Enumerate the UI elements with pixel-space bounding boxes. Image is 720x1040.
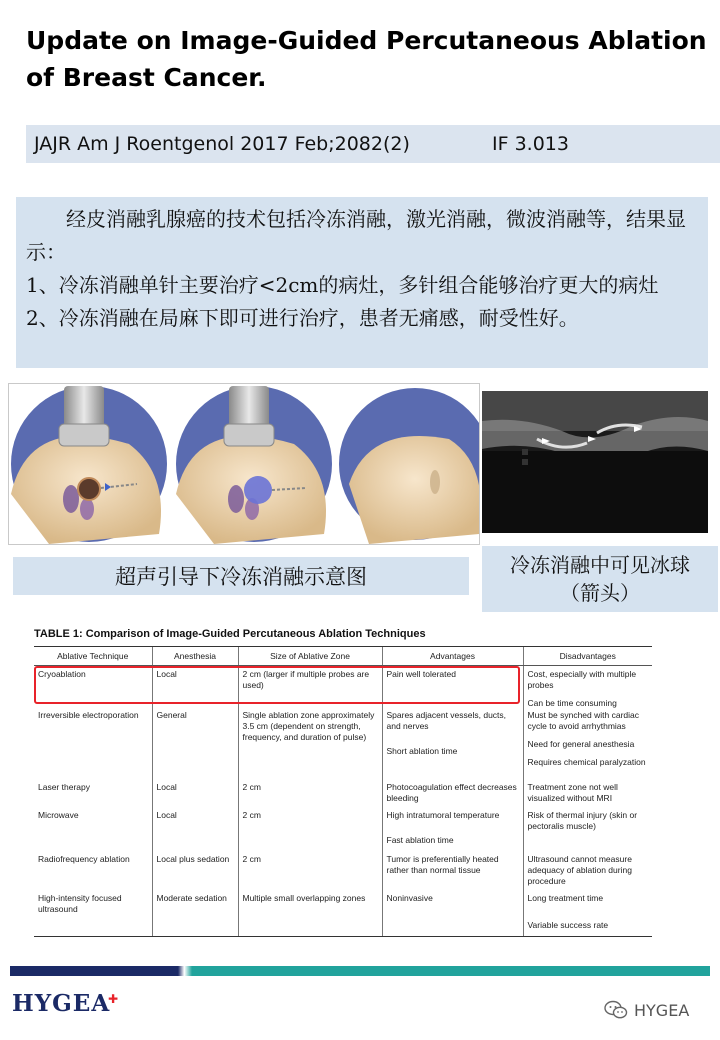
- table-row: [34, 710, 652, 782]
- table-row: [34, 666, 652, 710]
- cell-technique: Microwave: [38, 809, 79, 820]
- ultrasound-caption: [482, 546, 718, 612]
- page-title: Update on Image-Guided Percutaneous Ablation of Breast Cancer.: [26, 26, 707, 92]
- summary-point-2: 2、冷冻消融在局麻下即可进行治疗，患者无痛感，耐受性好。: [26, 306, 579, 330]
- advantage-item: Pain well tolerated: [386, 669, 456, 679]
- cell-disadvantages: [523, 893, 652, 937]
- cell-size: Multiple small overlapping zones: [238, 893, 382, 937]
- footer-bar: [10, 966, 710, 976]
- footer-bar-divider: [178, 966, 192, 976]
- table-title: TABLE 1: Comparison of Image-Guided Percutaneous Ablation Techniques: [34, 628, 426, 640]
- table-row: [34, 782, 652, 810]
- header-advantages: Advantages: [382, 647, 523, 666]
- disadvantage-item: Can be time consuming: [527, 698, 617, 708]
- cell-advantages: [382, 666, 523, 710]
- cell-anesthesia: Local: [152, 782, 238, 810]
- cell-disadvantages: Risk of thermal injury (skin or pectoralis muscle): [523, 810, 652, 854]
- cell-technique: Cryoablation: [38, 669, 86, 679]
- cell-anesthesia: Moderate sedation: [152, 893, 238, 937]
- cell-technique: High-intensity focused ultrasound: [34, 893, 152, 937]
- illustration-panel-1: [11, 386, 167, 544]
- header-disadvantages: Disadvantages: [523, 647, 652, 666]
- cell-size: [238, 666, 382, 710]
- cell-size: 2 cm: [238, 782, 382, 810]
- cell-size: 2 cm: [238, 854, 382, 893]
- summary-panel: [16, 197, 708, 368]
- disadvantage-item: Cost, especially with multiple probes: [527, 669, 637, 690]
- cell-advantages: [382, 710, 523, 782]
- wechat-icon: [604, 1000, 628, 1020]
- disadvantage-item: Must be synched with cardiac cycle to avoid arrhythmias: [527, 709, 639, 731]
- advantage-item: Short ablation time: [386, 745, 458, 756]
- reference-bar: [26, 125, 720, 163]
- disadvantage-item: Requires chemical paralyzation: [527, 756, 646, 767]
- cell-advantages: Noninvasive: [382, 893, 523, 937]
- table-row: [34, 893, 652, 937]
- comparison-table: [34, 646, 652, 937]
- cell-anesthesia: Local plus sedation: [152, 854, 238, 893]
- wechat-watermark: [604, 1000, 689, 1020]
- footer-bar-teal: [180, 966, 710, 976]
- cell-disadvantages: Treatment zone not well visualized without MRI: [523, 782, 652, 810]
- journal-citation: JAJR Am J Roentgenol 2017 Feb;2082(2): [34, 133, 410, 155]
- illustration-panel-3: [339, 388, 479, 544]
- impact-factor: IF 3.013: [492, 133, 569, 155]
- illustration-caption: 超声引导下冷冻消融示意图: [13, 557, 469, 595]
- comparison-table-wrap: [34, 646, 652, 938]
- logo-cross-icon: ✚: [108, 992, 119, 1006]
- header-size: Size of Ablative Zone: [238, 647, 382, 666]
- header-technique: Ablative Technique: [34, 647, 152, 666]
- cell-size: Single ablation zone approximately 3.5 cm (dependent on strength, frequency, and duration of pulse): [238, 710, 382, 782]
- cell-technique: Irreversible electroporation: [38, 709, 139, 720]
- cell-advantages: Photocoagulation effect decreases bleeding: [382, 782, 523, 810]
- hygea-logo: HYGEA: [12, 990, 111, 1017]
- cell-anesthesia: Local: [152, 810, 238, 854]
- footer-bar-navy: [10, 966, 180, 976]
- cell-disadvantages: Ultrasound cannot measure adequacy of ablation during procedure: [523, 854, 652, 893]
- advantage-item: High intratumoral temperature: [386, 809, 500, 820]
- wechat-handle: HYGEA: [634, 1000, 690, 1020]
- cell-anesthesia: Local: [152, 666, 238, 710]
- summary-point-1: 1、冷冻消融单针主要治疗<2cm的病灶，多针组合能够治疗更大的病灶: [26, 273, 659, 297]
- disadvantage-item: Need for general anesthesia: [527, 738, 635, 749]
- advantage-item: Spares adjacent vessels, ducts, and nerves: [386, 709, 507, 731]
- cell-size-text: 2 cm (larger if multiple probes are used): [242, 669, 370, 690]
- cell-advantages: [382, 810, 523, 854]
- table-row: [34, 854, 652, 893]
- ultrasound-image-svg: [482, 391, 708, 533]
- header-anesthesia: Anesthesia: [152, 647, 238, 666]
- cell-technique: Radiofrequency ablation: [38, 853, 130, 864]
- ultrasound-image: [482, 391, 708, 533]
- table-header-row: [34, 647, 652, 666]
- cell-anesthesia: General: [152, 710, 238, 782]
- summary-intro: 经皮消融乳腺癌的技术包括冷冻消融，激光消融，微波消融等，结果显示：: [26, 207, 686, 264]
- illustration-panel-2: [176, 386, 332, 544]
- advantage-item: Fast ablation time: [386, 834, 454, 845]
- cryoablation-illustration: [8, 383, 480, 545]
- ultrasound-caption-line-1: 冷冻消融中可见冰球: [510, 553, 690, 577]
- ultrasound-caption-line-2: （箭头）: [560, 581, 640, 605]
- cell-technique: Laser therapy: [38, 781, 90, 792]
- cell-advantages: Tumor is preferentially heated rather than normal tissue: [382, 854, 523, 893]
- table-row: [34, 810, 652, 854]
- cell-size: 2 cm: [238, 810, 382, 854]
- cell-disadvantages: [523, 710, 652, 782]
- disadvantage-item: Variable success rate: [527, 919, 609, 930]
- cell-disadvantages: [523, 666, 652, 710]
- cryoablation-illustration-svg: [9, 384, 479, 544]
- disadvantage-item: Long treatment time: [527, 892, 604, 903]
